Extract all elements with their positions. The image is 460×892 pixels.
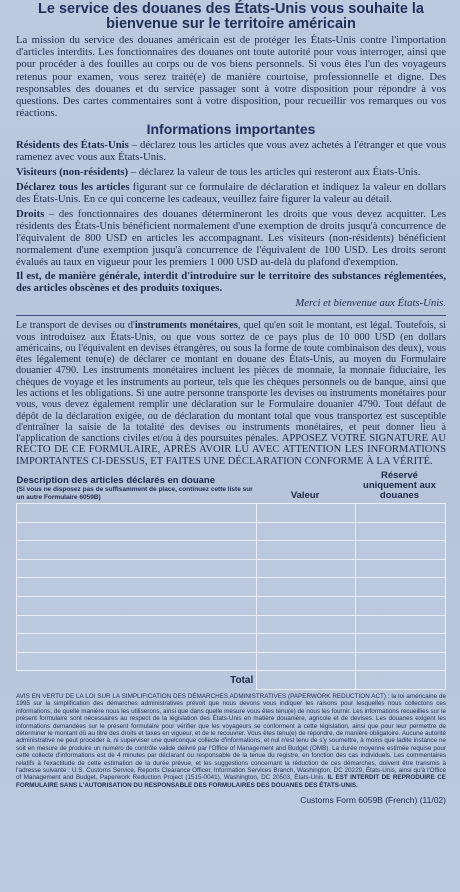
- total-label: Total: [230, 674, 254, 686]
- value-cell[interactable]: [257, 578, 356, 597]
- description-header: [17, 471, 257, 504]
- duties-label: Droits: [16, 207, 45, 220]
- value-cell[interactable]: [257, 559, 356, 578]
- value-cell[interactable]: [257, 504, 356, 523]
- description-cell[interactable]: [17, 522, 257, 541]
- value-cell[interactable]: [257, 652, 356, 671]
- table-row: [17, 522, 446, 541]
- welcome-signoff: Merci et bienvenue aux États-Unis.: [295, 297, 446, 310]
- duties-text: – des fonctionnaires des douanes détermineront les droits que vous devez acquitter. Les résidents des États-Unis bénéficient normalement d'une exemption de droits jusqu'à concurrence de l'équivalent de 800 USD en articles les accompagnant. Les visiteurs (non-résidents) bénéficient normalement d'une exemption jusqu'à concurrence de l'équivalent de 100 USD. Les droits seront évalués au taux en vigueur pour les premiers 1 000 USD au-delà du plafond d'exemption.: [16, 207, 446, 268]
- table-row: [17, 504, 446, 523]
- description-cell[interactable]: [17, 504, 257, 523]
- total-row: [17, 671, 446, 690]
- reserved-cell: [355, 578, 445, 597]
- table-row: [17, 541, 446, 560]
- prohibited-warning: Il est, de manière générale, interdit d'introduire sur le territoire des substances réglementées, des articles obscènes et des produits toxiques.: [16, 270, 446, 295]
- monetary-bold-term: instruments monétaires: [134, 320, 238, 332]
- value-cell[interactable]: [257, 615, 356, 634]
- signature-notice: APPOSEZ VOTRE SIGNATURE AU RECTO DE CE FORMULAIRE, APRÈS AVOIR LU AVEC ATTENTION LES INFORMATIONS IMPORTANTES CI-DESSUS, ET FAITES UNE DÉCLARATION CONFORME À LA VÉRITÉ.: [16, 433, 447, 467]
- intro-paragraph: La mission du service des douanes américain est de protéger les États-Unis contre l'importation d'articles interdits. Les fonctionnaires des douanes ont toute autorité pour vous interroger, ainsi que pour procéder à des fouilles au corps ou de vos biens personnels. Si vous êtes l'un des voyageurs retenus pour examen, vous serez traité(e) de manière courtoise, professionnelle et digne. Des responsables des douanes et du service passager sont à votre disposition pour répondre à vos questions. Des cartes commentaires sont à votre disposition, pour recueillir vos remarques ou vos réactions.: [16, 34, 446, 120]
- reserved-cell: [355, 634, 445, 653]
- reserved-cell: [355, 541, 445, 560]
- description-cell[interactable]: [17, 578, 257, 597]
- value-cell[interactable]: [257, 541, 356, 560]
- table-row: [17, 652, 446, 671]
- visitors-paragraph: [16, 167, 446, 179]
- residents-text: – déclarez tous les articles que vous avez achetés à l'étranger et que vous ramenez avec vous aux États-Unis.: [16, 139, 446, 164]
- description-cell[interactable]: [17, 597, 257, 616]
- reserved-cell: [355, 652, 445, 671]
- divider: [16, 315, 446, 316]
- reserved-cell: [355, 504, 445, 523]
- description-header-label: Description des articles déclarés en douane: [16, 475, 216, 487]
- monetary-instruments-paragraph: [16, 320, 446, 467]
- description-cell[interactable]: [17, 541, 257, 560]
- declare-label: Déclarez tous les articles: [16, 181, 130, 194]
- description-cell[interactable]: [17, 559, 257, 578]
- visitors-label: Visiteurs (non-résidents): [16, 166, 129, 179]
- description-cell[interactable]: [17, 634, 257, 653]
- description-cell[interactable]: [17, 615, 257, 634]
- declare-text: figurant sur ce formulaire de déclaration et indiquez la valeur en dollars des États-Unis. En ce qui concerne les cadeaux, veuillez faire figurer la valeur au détail.: [16, 181, 446, 206]
- reserved-cell: [355, 615, 445, 634]
- visitors-text: – déclarez la valeur de tous les articles qui resteront aux États-Unis.: [128, 166, 421, 179]
- total-value-cell[interactable]: [257, 671, 356, 690]
- total-reserved-cell: [355, 671, 445, 690]
- reserved-header: Réservé uniquement aux douanes: [363, 470, 436, 502]
- section-heading: Informations importantes: [146, 121, 316, 138]
- value-cell[interactable]: [257, 634, 356, 653]
- value-header: Valeur: [290, 490, 320, 502]
- table-row: [17, 559, 446, 578]
- residents-paragraph: [16, 140, 446, 164]
- table-row: [17, 597, 446, 616]
- monetary-text-before: Le transport de devises ou d': [16, 320, 135, 332]
- value-cell[interactable]: [257, 522, 356, 541]
- residents-label: Résidents des États-Unis: [16, 139, 129, 152]
- declaration-rows: [17, 504, 446, 690]
- declare-paragraph: [16, 182, 446, 206]
- description-header-note: (Si vous ne disposez pas de suffisamment de place, continuez cette liste sur un autre Formulaire 6059B): [16, 486, 253, 501]
- reserved-cell: [355, 522, 445, 541]
- page-title: Le service des douanes des États-Unis vous souhaite la bienvenue sur le territoire américain: [38, 1, 424, 32]
- pra-text: AVIS EN VERTU DE LA LOI SUR LA SIMPLIFICATION DES DÉMARCHES ADMINISTRATIVES (PAPERWORK REDUCTION ACT) : la loi américaine de 1995 sur la simplification des démarches administratives prévoit que nous devons vous indiquer les raisons pour lesquelles nous collectons ces informations, de quelle manière nous les utiliserons, ainsi que dans quelle mesure vous êtes tenu(e) de nous les fournir. Les informations recueillies sur le présent formulaire sont nécessaires au respect de la législation des États-Unis en matière douanière, agricole et de devises. Les douanes exigent les informations demandées sur le présent formulaire pour vérifier que les voyageurs se conforment à cette législation, ainsi que pour leur permettre de déterminer le montant dû au titre des droits et taxes en vigueur, et de le recouvrer. Vous êtes tenu(e) de répondre, de manière obligatoire. Aucune autorité administrative ne peut procéder à, ni superviser une quelconque collecte d'informations, et nul n'est tenu de s'y soumettre, à moins que ladite instance ne soit en mesure de produire un numéro de contrôle valide délivré par l'Office of Management and Budget (OMB). La durée moyenne estimée requise pour cette collecte d'informations est de 4 minutes par déclarant ou responsable de la tenue du registre, en fonction des cas individuels. Les commentaires relatifs à l'exactitude de cette estimation de la durée prévue, et les suggestions concernant la réduction de ces démarches, doivent être transmis à l'adresse suivante : U.S. Customs Service, Reports Clearance Officer, Information Services Branch, Washington, DC 20229, États-Unis, ainsi qu'à l'Office of Management and Budget, Paperwork Reduction Project (1515-0041), Washington, DC 20503, États-Unis.: [16, 693, 446, 782]
- important-info-section: [16, 122, 446, 310]
- reserved-cell: [355, 597, 445, 616]
- table-row: [17, 615, 446, 634]
- monetary-text-after: , quel qu'en soit le montant, est légal. Toutefois, si vous introduisez aux États-Unis, ou que vous sortez de ce pays plus de 10 000 USD (en dollars américains, ou l'équivalent en devises étrangères, ou sous la forme de toute combinaison des deux), vous êtes légalement tenu(e) de déclarer ce montant en douane des États-Unis, au moyen du Formulaire douanier 4790. Les instruments monétaires incluent les pièces de monnaie, la monnaie fiduciaire, les chèques de voyage et les instruments au porteur, tels que les chèques personnels ou de banque, ainsi que les actions et les obligations. Si une autre personne transporte les devises ou instruments monétaires pour vous, vous devez également remplir une déclaration sur le Formulaire douanier 4790. Tout défaut de dépôt de la déclaration exigée, ou de déclaration du montant total que vous transportez est susceptible d'entraîner la saisie de la totalité des devises ou instruments monétaires, et peut donner lieu à l'application de sanctions civiles et/ou à des poursuites pénales.: [16, 320, 446, 445]
- paperwork-reduction-notice: [16, 693, 446, 789]
- declaration-table: [16, 471, 446, 690]
- form-number: Customs Form 6059B (French) (11/02): [300, 795, 446, 806]
- table-row: [17, 634, 446, 653]
- value-cell[interactable]: [257, 597, 356, 616]
- reserved-cell: [355, 559, 445, 578]
- description-cell[interactable]: [17, 652, 257, 671]
- table-row: [17, 578, 446, 597]
- pra-bold-notice: IL EST INTERDIT DE REPRODUIRE CE FORMULAIRE SANS L'AUTORISATION DU RESPONSABLE DES FORMULAIRES DES DOUANES DES ÉTATS-UNIS.: [16, 774, 446, 789]
- duties-paragraph: [16, 209, 446, 269]
